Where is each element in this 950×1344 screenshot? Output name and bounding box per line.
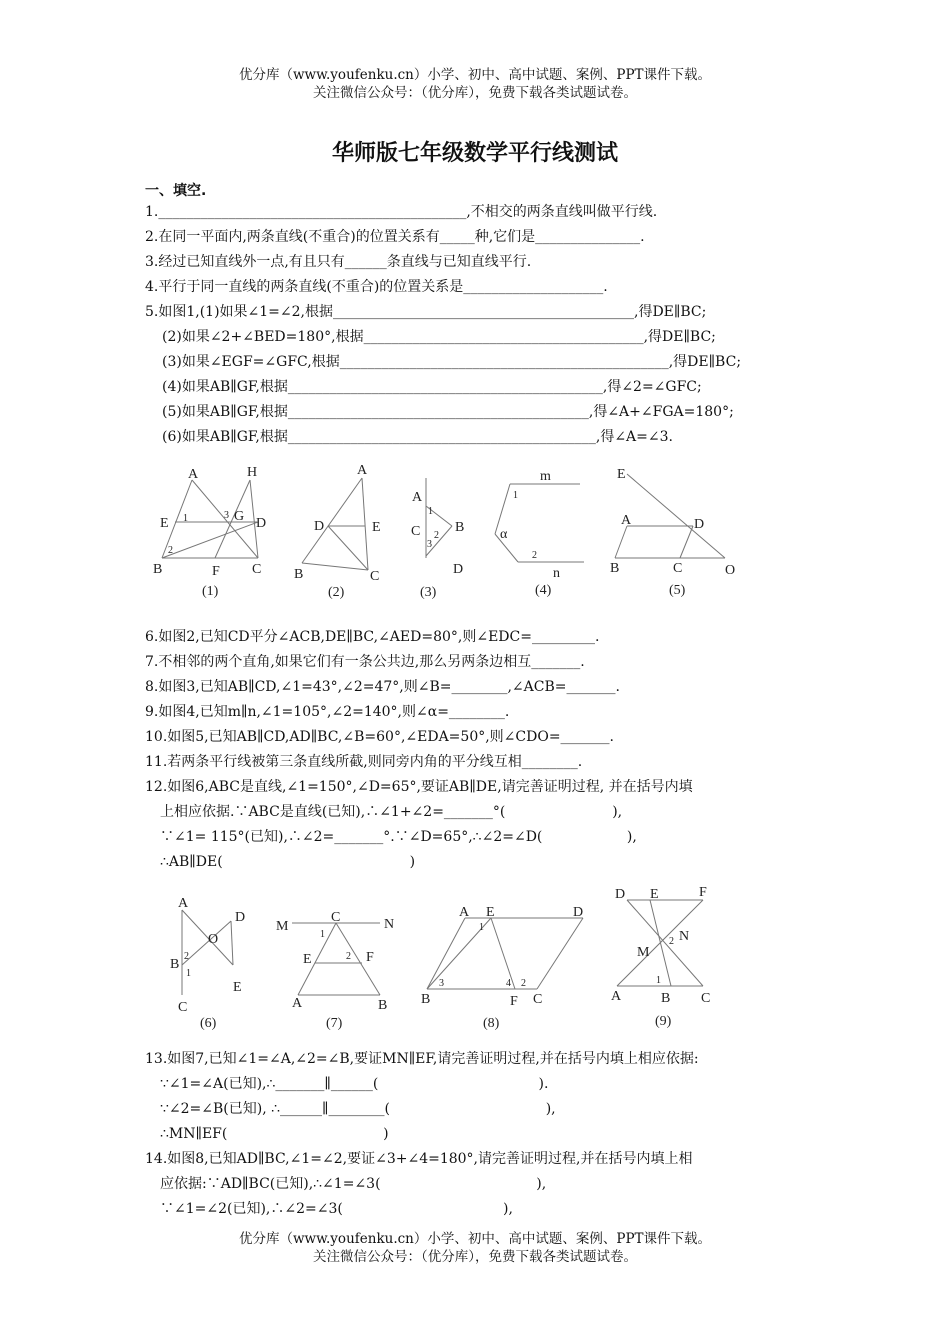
label-H: H <box>247 465 258 480</box>
label-N: N <box>384 917 395 932</box>
label-A: A <box>459 905 470 920</box>
question-12-line-2: 上相应依据.∵ABC是直线(已知),∴∠1+∠2=_______°( ), <box>160 804 623 820</box>
label-B: B <box>421 992 431 1007</box>
question-10: 10.如图5,已知AB∥CD,AD∥BC,∠B=60°,∠EDA=50°,则∠CDO=_______. <box>145 729 615 745</box>
question-5-part-5: (5)如果AB∥GF,根据___________________________________________,得∠A+∠FGA=180°; <box>162 404 734 420</box>
figure-1 <box>150 458 280 607</box>
figure-4-caption: (4) <box>535 583 552 598</box>
label-E: E <box>486 905 495 920</box>
label-A: A <box>292 996 303 1011</box>
label-E: E <box>303 952 312 967</box>
label-1: 1 <box>656 975 661 986</box>
figure-8 <box>415 885 595 1039</box>
question-8: 8.如图3,已知AB∥CD,∠1=43°,∠2=47°,则∠B=________,∠ACB=_______. <box>145 679 620 695</box>
label-3: 3 <box>439 978 444 989</box>
question-12: 12.如图6,ABC是直线,∠1=150°,∠D=65°,要证AB∥DE,请完善证明过程, 并在括号内填 <box>145 779 693 795</box>
figure-9-caption: (9) <box>655 1014 672 1029</box>
label-E: E <box>372 520 381 535</box>
question-13: 13.如图7,已知∠1=∠A,∠2=∠B,要证MN∥EF,请完善证明过程,并在括号内填上相应依据: <box>145 1051 699 1067</box>
question-13-line-3: ∵∠2=∠B(已知), ∴______∥________( ), <box>160 1101 556 1117</box>
label-B: B <box>294 567 304 582</box>
label-2: 2 <box>434 530 439 541</box>
question-7: 7.不相邻的两个直角,如果它们有一条公共边,那么另两条边相互_______. <box>145 654 585 670</box>
label-2: 2 <box>184 951 189 962</box>
question-11: 11.若两条平行线被第三条直线所截,则同旁内角的平分线互相________. <box>145 754 583 770</box>
figure-3 <box>408 458 468 607</box>
figure-6 <box>165 885 265 1039</box>
label-B: B <box>661 991 671 1006</box>
label-M: M <box>276 919 289 934</box>
label-C: C <box>331 910 341 925</box>
question-14: 14.如图8,已知AD∥BC,∠1=∠2,要证∠3+∠4=180°,请完善证明过程,并在括号内填上相 <box>145 1151 693 1167</box>
label-F: F <box>366 950 374 965</box>
label-B: B <box>455 520 465 535</box>
label-F: F <box>699 885 707 900</box>
label-B: B <box>378 998 388 1013</box>
label-C: C <box>178 1000 188 1015</box>
question-4: 4.平行于同一直线的两条直线(不重合)的位置关系是____________________. <box>145 279 608 295</box>
label-1: 1 <box>186 968 191 979</box>
label-C: C <box>673 561 683 576</box>
label-E: E <box>233 980 242 995</box>
question-3: 3.经过已知直线外一点,有且只有______条直线与已知直线平行. <box>145 254 532 270</box>
label-A: A <box>611 989 622 1004</box>
label-2: 2 <box>532 550 537 561</box>
label-D: D <box>235 910 246 925</box>
footer-line-2: 关注微信公众号：（优分库），免费下载各类试题试卷。 <box>313 1249 637 1265</box>
figure-2 <box>290 458 390 607</box>
figure-8-caption: (8) <box>483 1016 500 1031</box>
question-12-line-3: ∵∠1= 115°(已知),∴∠2=_______°.∵∠D=65°,∴∠2=∠D( ), <box>160 829 637 845</box>
label-G: G <box>234 509 245 524</box>
page-title: 华师版七年级数学平行线测试 <box>331 141 618 166</box>
question-9: 9.如图4,已知m∥n,∠1=105°,∠2=140°,则∠α=________. <box>145 704 510 720</box>
label-E: E <box>617 467 626 482</box>
label-E: E <box>650 887 659 902</box>
label-B: B <box>153 562 163 577</box>
label-O: O <box>725 563 736 578</box>
section-heading-fill-in: 一、填空. <box>145 183 207 199</box>
question-5-part-4: (4)如果AB∥GF,根据_____________________________________________,得∠2=∠GFC; <box>162 379 702 395</box>
question-14-line-2: 应依据:∵AD∥BC(已知),∴∠1=∠3( ), <box>160 1176 547 1192</box>
question-5-part-6: (6)如果AB∥GF,根据____________________________________________,得∠A=∠3. <box>162 429 673 445</box>
question-12-line-4: ∴AB∥DE( ) <box>160 854 416 870</box>
question-5-part-2: (2)如果∠2+∠BED=180°,根据________________________________________,得DE∥BC; <box>162 329 716 345</box>
figure-7-caption: (7) <box>326 1016 343 1031</box>
label-F: F <box>510 994 518 1009</box>
label-E: E <box>160 516 169 531</box>
label-N: N <box>679 929 690 944</box>
label-A: A <box>412 490 423 505</box>
figure-5 <box>605 458 745 607</box>
figure-4 <box>490 458 590 607</box>
label-1: 1 <box>428 506 433 517</box>
label-2: 2 <box>168 545 173 556</box>
figure-3-caption: (3) <box>420 585 437 600</box>
label-3: 3 <box>224 510 229 521</box>
bottom-footer <box>0 1230 950 1266</box>
question-13-line-2: ∵∠1=∠A(已知),∴_______∥______( ). <box>160 1076 549 1092</box>
label-alpha: α <box>500 527 508 542</box>
label-B: B <box>610 561 620 576</box>
label-B: B <box>170 957 180 972</box>
label-C: C <box>701 991 711 1006</box>
footer-line-1: 优分库（www.youfenku.cn）小学、初中、高中试题、案例、PPT课件下载。 <box>238 1231 712 1247</box>
label-n: n <box>553 566 560 581</box>
label-A: A <box>188 467 199 482</box>
header-line-1: 优分库（www.youfenku.cn）小学、初中、高中试题、案例、PPT课件下载。 <box>238 67 712 83</box>
figure-2-caption: (2) <box>328 585 345 600</box>
label-C: C <box>370 569 380 584</box>
label-M: M <box>637 945 650 960</box>
label-C: C <box>252 562 262 577</box>
label-O: O <box>208 932 219 947</box>
label-A: A <box>621 513 632 528</box>
question-6: 6.如图2,已知CD平分∠ACB,DE∥BC,∠AED=80°,则∠EDC=_________. <box>145 629 600 645</box>
label-A: A <box>357 463 368 478</box>
question-13-line-4: ∴MN∥EF( ) <box>160 1126 389 1142</box>
question-5-part-1: 5.如图1,(1)如果∠1=∠2,根据___________________________________________,得DE∥BC; <box>145 304 707 320</box>
label-D: D <box>615 887 626 902</box>
label-F: F <box>212 564 220 579</box>
figure-6-caption: (6) <box>200 1016 217 1031</box>
label-2: 2 <box>521 978 526 989</box>
label-D: D <box>573 905 584 920</box>
label-2: 2 <box>346 951 351 962</box>
label-1: 1 <box>320 929 325 940</box>
label-3: 3 <box>427 539 432 550</box>
figure-9 <box>605 878 725 1039</box>
figure-7 <box>270 885 400 1039</box>
label-D: D <box>453 562 464 577</box>
label-D: D <box>314 519 325 534</box>
label-C: C <box>533 992 543 1007</box>
question-1: 1.____________________________________________,不相交的两条直线叫做平行线. <box>145 204 658 220</box>
figure-5-caption: (5) <box>669 583 686 598</box>
label-D: D <box>256 516 267 531</box>
label-1: 1 <box>479 922 484 933</box>
question-5-part-3: (3)如果∠EGF=∠GFC,根据_______________________________________________,得DE∥BC; <box>162 354 742 370</box>
question-2: 2.在同一平面内,两条直线(不重合)的位置关系有_____种,它们是_______________. <box>145 229 645 245</box>
label-m: m <box>540 469 551 484</box>
label-A: A <box>178 896 189 911</box>
label-4: 4 <box>506 978 511 989</box>
label-2: 2 <box>669 936 674 947</box>
header-line-2: 关注微信公众号：（优分库），免费下载各类试题试卷。 <box>313 85 637 101</box>
label-C: C <box>411 524 421 539</box>
question-14-line-3: ∵∠1=∠2(已知),∴∠2=∠3( ), <box>160 1201 513 1217</box>
top-header <box>0 66 950 102</box>
label-1: 1 <box>183 513 188 524</box>
figure-1-caption: (1) <box>202 584 219 599</box>
label-D: D <box>694 517 705 532</box>
label-1: 1 <box>513 490 518 501</box>
